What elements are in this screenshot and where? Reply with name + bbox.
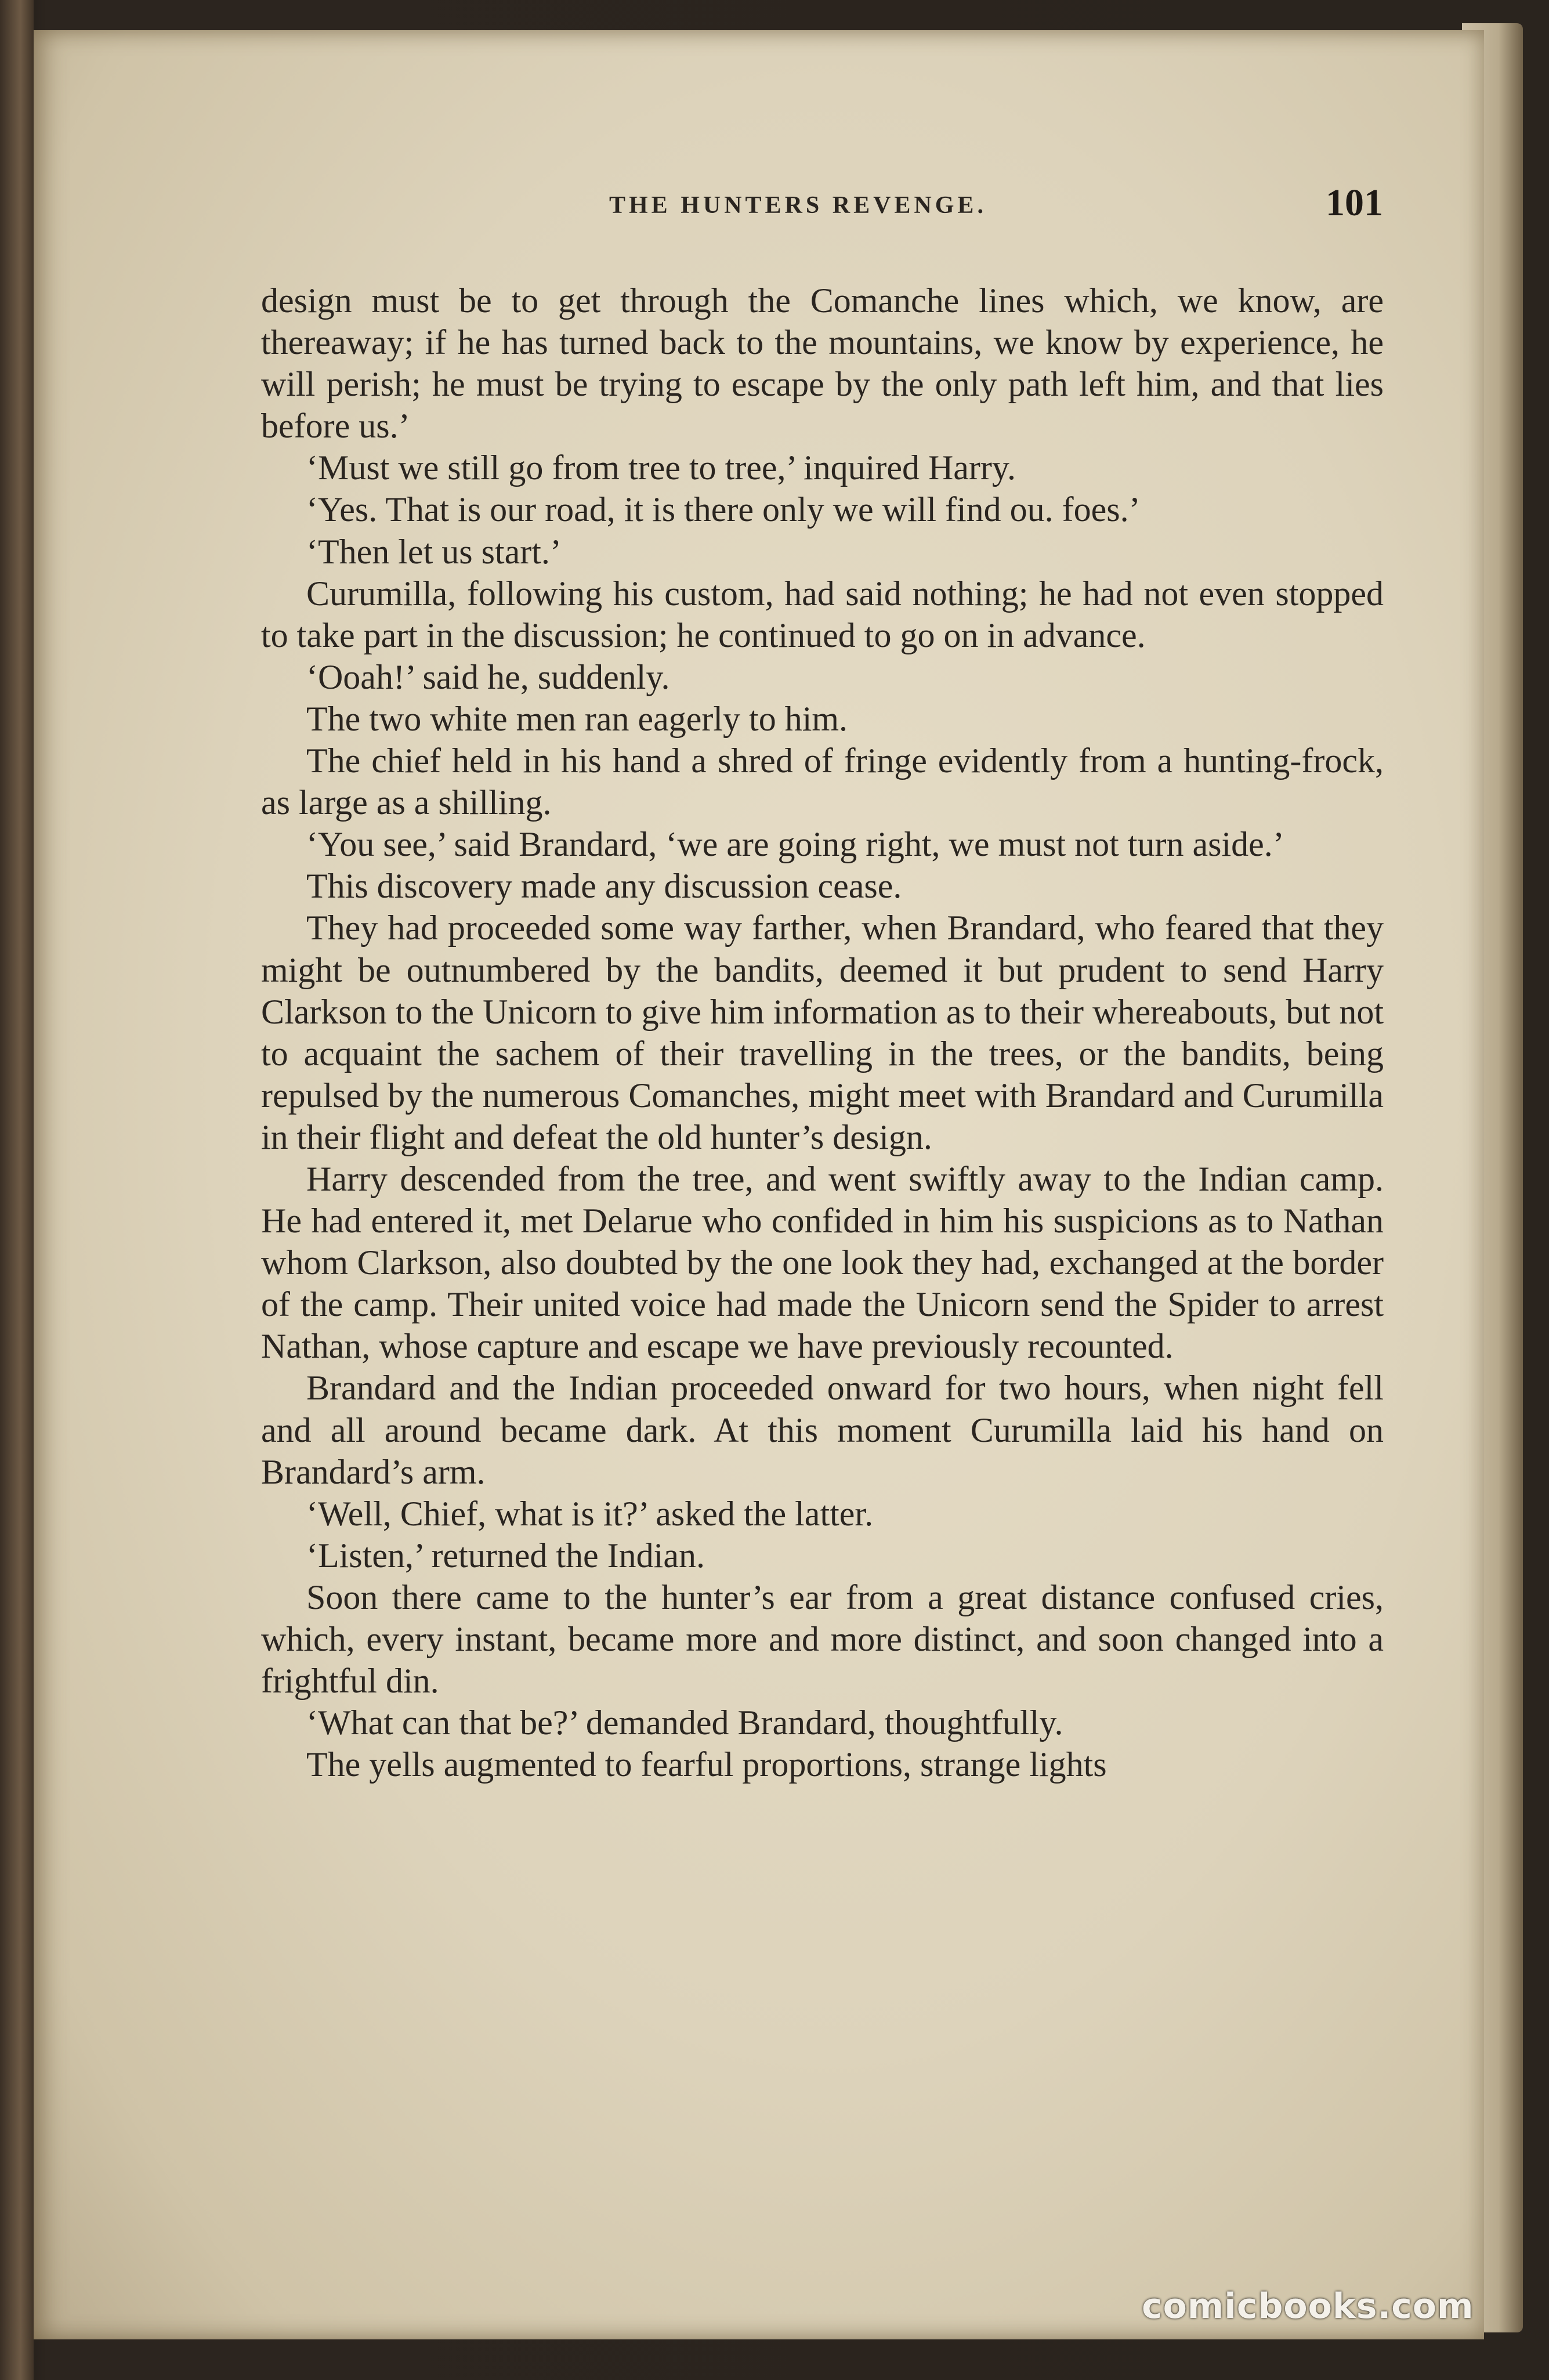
- paragraph: They had proceeded some way farther, when Brandard, who feared that they might be outnumbered by the bandits, deemed it but prudent to send Harry Clarkson to the Unicorn to give him information as to their whereabouts, but not to acquaint the sachem of their travelling in the trees, or the bandits, being repulsed by the numerous Comanches, might meet with Brandard and Curumilla in their flight and defeat the old hunter’s design.: [261, 909, 1384, 1156]
- paragraph: The yells augmented to fearful proportions, strange lights: [306, 1745, 1107, 1784]
- paragraph: ‘Ooah!’ said he, suddenly.: [306, 657, 670, 696]
- paragraph: Harry descended from the tree, and went swiftly away to the Indian camp. He had entered it, met Delarue who confided in him his suspicions as to Nathan whom Clarkson, also doubted by the one look they had, exchanged at the border of the camp. Their united voice had made the Unicorn send the Spider to arrest Nathan, whose capture and escape we have previously recounted.: [261, 1159, 1384, 1366]
- paragraph: Brandard and the Indian proceeded onward for two hours, when night fell and all around became dark. At this moment Curumilla laid his hand on Brandard’s arm.: [261, 1369, 1384, 1491]
- paragraph: ‘Listen,’ returned the Indian.: [306, 1536, 705, 1575]
- paragraph: Curumilla, following his custom, had said nothing; he had not even stopped to take part in the discussion; he continued to go on in advance.: [261, 574, 1384, 654]
- paragraph: ‘You see,’ said Brandard, ‘we are going right, we must not turn aside.’: [306, 825, 1284, 864]
- paragraph: design must be to get through the Comanche lines which, we know, are thereaway; if he has turned back to the mountains, we know by experience, he will perish; he must be trying to escape by the only path left him, and that lies before us.’: [261, 281, 1384, 446]
- paragraph: ‘Then let us start.’: [306, 532, 562, 571]
- paragraph: ‘Yes. That is our road, it is there only we will find ou. foes.’: [306, 490, 1141, 529]
- page-header: [0, 182, 1549, 238]
- paragraph: ‘Well, Chief, what is it?’ asked the latter.: [306, 1494, 874, 1533]
- paragraph: The two white men ran eagerly to him.: [306, 699, 848, 738]
- running-title: THE HUNTERS REVENGE.: [609, 192, 987, 219]
- paragraph: The chief held in his hand a shred of fringe evidently from a hunting-frock, as large as a shilling.: [261, 742, 1384, 822]
- paragraph: This discovery made any discussion cease.: [306, 867, 902, 906]
- paragraph: ‘Must we still go from tree to tree,’ inquired Harry.: [306, 448, 1016, 487]
- paragraph: Soon there came to the hunter’s ear from a great distance confused cries, which, every instant, became more and more distinct, and soon changed into a frightful din.: [261, 1578, 1384, 1701]
- page-number: 101: [1326, 182, 1383, 224]
- book-spine: [0, 0, 34, 2380]
- body-text: [261, 280, 1384, 1785]
- paragraph: ‘What can that be?’ demanded Brandard, thoughtfully.: [306, 1703, 1063, 1742]
- watermark: comicbooks.com: [1142, 2286, 1474, 2327]
